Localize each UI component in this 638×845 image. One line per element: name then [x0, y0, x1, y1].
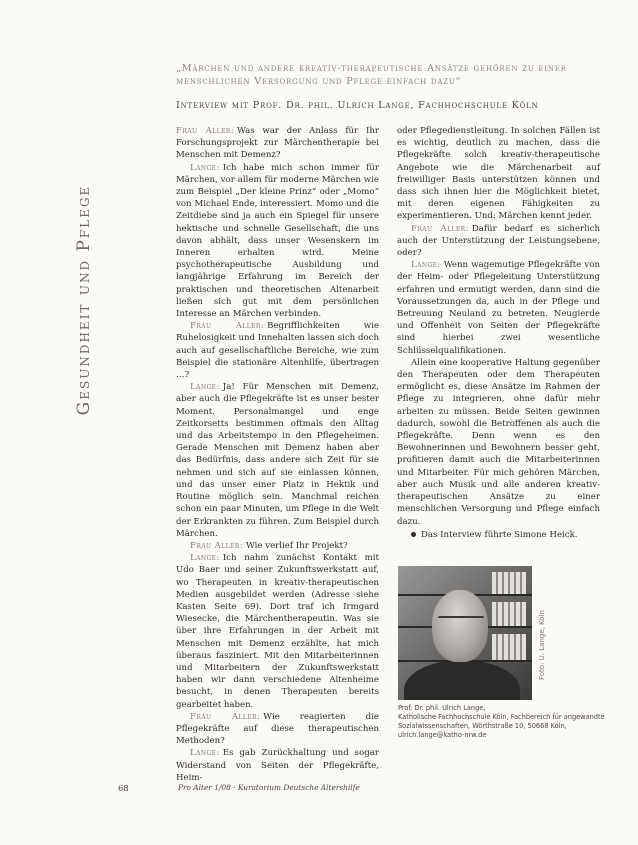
paragraph	[397, 357, 600, 528]
portrait-body	[404, 660, 520, 700]
interview-line: Interview mit Prof. Dr. phil. Ulrich Lange, Fachhochschule Köln	[176, 100, 539, 111]
speaker-label: Lange:	[190, 553, 220, 564]
speaker-label: Frau Aller:	[176, 126, 234, 136]
paragraph-text: Ich nahm zunächst Kontakt mit Udo Baer und seiner Zukunftswerkstatt auf, wo Therapeuten in kreativ-therapeutischen Medien ausgebildet werden (Adresse siehe Kasten Seite 69). Dort traf ich Irmgard Wiesecke, die Märchentherapeutin. Was sie über ihre Erfahrungen in der Arbeit mit Menschen mit Demenz erzählte, hat mich überaus fasziniert. Mit den Mitarbeiterinnen und Mitarbeitern der Zukunftswerkstatt haben wir dann verschiedene Altenheime besucht, in denen Therapeuten bereits gearbeitet haben.	[176, 553, 379, 710]
speaker-label: Lange:	[411, 260, 441, 271]
photo-credit: Foto: U. Lange, Köln	[538, 610, 546, 680]
text-column-left	[176, 125, 379, 784]
paragraph	[176, 540, 379, 552]
paragraph	[397, 259, 600, 357]
paragraph	[176, 162, 379, 321]
paragraph	[397, 125, 600, 223]
paragraph-text: Begrifflichkeiten wie Ruhelosigkeit und Innehalten lassen sich doch auch auf gesellschaftliche Bereiche, wie zum Beispiel die stationäre Altenhilfe, übertragen …?	[176, 321, 379, 381]
speaker-label: Lange:	[190, 162, 220, 173]
caption-line: Prof. Dr. phil. Ulrich Lange,	[398, 704, 486, 712]
speaker-label: Frau Aller:	[190, 711, 261, 722]
interview-credit	[397, 529, 600, 541]
paragraph	[176, 320, 379, 381]
paragraph-text: Wenn wagemutige Pflegekräfte von der Heim- oder Pflegeleitung Unterstützung erfahren und ermutigt werden, dann sind die Voraussetzungen da, auch in der Pflege und Betreuung Neuland zu betreten. Neugierde und Offenheit von Seiten der Pflegekräfte sind hierbei zwei wesentliche Schlüsselqualifikationen.	[397, 260, 600, 356]
bullet-icon	[411, 532, 416, 537]
paragraph	[176, 711, 379, 748]
portrait-photo	[398, 566, 532, 700]
paragraph-text: Was war der Anlass für Ihr Forschungsprojekt zur Märchentherapie bei Menschen mit Demenz?	[176, 126, 379, 161]
caption-line: Katholische Fachhochschule Köln, Fachbereich für angewandte	[398, 713, 605, 721]
speaker-label: Lange:	[190, 382, 220, 393]
paragraph	[176, 747, 379, 784]
bookshelf-decoration	[492, 634, 526, 660]
caption-line: ulrich.lange@katho-nrw.de	[398, 731, 487, 739]
paragraph-text: Ich habe mich schon immer für Märchen, vor allem für moderne Märchen wie zum Beispiel „Der kleine Prinz“ oder „Momo“ von Michael Ende, interessiert. Momo und die Zeitdiebe sind ja auch ein Spiegel für unsere hektische und schnelle Gesellschaft, die uns davon abhält, dass unser Wesenskern im Inneren erhalten wird. Meine psychotherapeutische Ausbildung und langjährige Erfahrung im Bereich der praktischen und theoretischen Altenarbeit ließen sich gut mit dem persönlichen Interesse an Märchen verbinden.	[176, 162, 379, 320]
article-headline: „Märchen und andere kreativ-therapeutische Ansätze gehören zu einer menschlichen Versorgung und Pflege einfach dazu“	[176, 63, 567, 87]
paragraph-text: oder Pflegedienstleitung. In solchen Fällen ist es wichtig, deutlich zu machen, dass die Pflegekräfte solch kreativ-therapeutische Angebote wie die Märchenarbeit auf freiwilliger Basis unterstützen können und dass sich ihnen hier die Möglichkeit bietet, mit deren eigenen Fähigkeiten zu experimentieren. Und: Märchen kennt jeder.	[397, 126, 600, 222]
speaker-label: Frau Aller:	[190, 321, 265, 332]
bookshelf-decoration	[492, 572, 526, 594]
footer-text: Pro Alter 1/08 · Kuratorium Deutsche Altershilfe	[178, 783, 360, 792]
portrait-glasses	[438, 616, 484, 630]
paragraph-text: Wie verlief Ihr Projekt?	[245, 540, 348, 551]
paragraph	[176, 125, 379, 162]
text-column-right	[397, 125, 600, 541]
paragraph	[176, 381, 379, 540]
paragraph	[397, 223, 600, 260]
paragraph	[176, 552, 379, 711]
speaker-label: Frau Aller:	[190, 540, 243, 551]
section-title: Gesundheit und Pflege	[74, 184, 94, 416]
paragraph-text: Wie reagierten die Pflegekräfte auf diese therapeutischen Methoden?	[176, 711, 379, 747]
paragraph-text: Ja! Für Menschen mit Demenz, aber auch die Pflegekräfte ist es unser bester Moment. Personalmangel und enge Zeitkorsetts bestimmen oftmals den Alltag und das Arbeitstempo in den Pflegeheimen. Gerade Menschen mit Demenz haben aber das Bedürfnis, dass andere sich Zeit für sie nehmen und sich auf sie einlassen können, und das unser einer Platz in Hektik und Routine möglich sein. Manchmal reichen schon ein paar Minuten, um Pflege in die Welt der Erkrankten zu führen. Zum Beispiel durch Märchen.	[176, 382, 379, 539]
page-number: 68	[118, 783, 129, 793]
paragraph-text: Es gab Zurückhaltung und sogar Widerstand von Seiten der Pflegekräfte, Heim-	[176, 748, 379, 783]
paragraph-text: Das Interview führte Simone Heick.	[421, 529, 578, 540]
paragraph-text: Allein eine kooperative Haltung gegenüber den Therapeuten oder dem Therapeuten ermöglicht es, diese Ansätze im Rahmen der Pflege zu integrieren, ohne dafür mehr arbeiten zu müssen. Beide Seiten gewinnen dadurch, sowohl die Betroffenen als auch die Pflegekräfte. Denn wenn es den Bewohnerinnen und Bewohnern besser geht, profitieren damit auch die Mitarbeiterinnen und Mitarbeiter. Für mich gehören Märchen, aber auch Musik und alle anderen kreativ-therapeutischen Ansätze zu einer menschlichen Versorgung und Pflege einfach dazu.	[397, 357, 600, 527]
photo-caption	[398, 704, 608, 740]
speaker-label: Lange:	[190, 748, 220, 759]
paragraph-text: Dafür bedarf es sicherlich auch der Unterstützung der Leistungsebene, oder?	[397, 223, 600, 259]
speaker-label: Frau Aller:	[411, 223, 469, 234]
bookshelf-decoration	[492, 602, 526, 626]
caption-line: Sozialwissenschaften, Wörthstraße 10, 50668 Köln,	[398, 722, 567, 730]
